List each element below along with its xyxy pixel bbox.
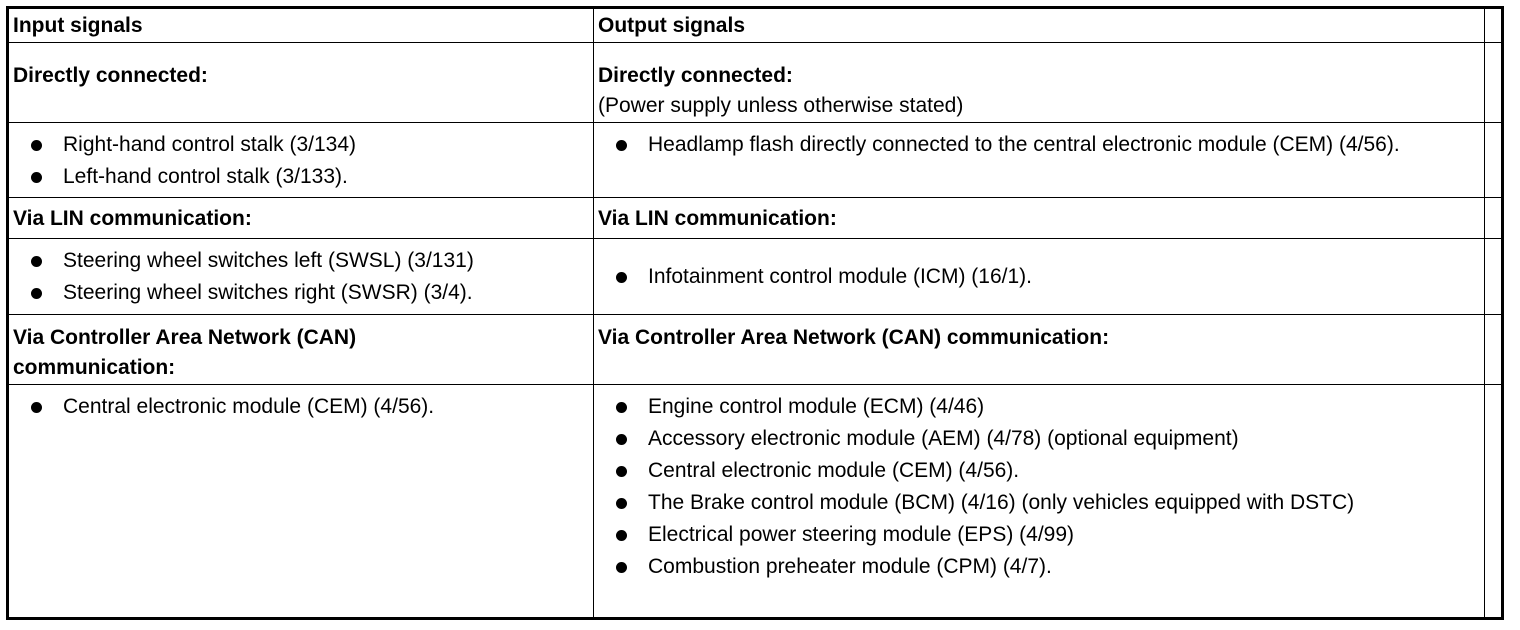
margin-strip: [1484, 9, 1501, 617]
list-item: Engine control module (ECM) (4/46): [598, 391, 1488, 423]
list-item: Steering wheel switches right (SWSR) (3/4).: [13, 277, 474, 309]
strip-cell: [1485, 198, 1501, 239]
bullet-icon: [616, 272, 627, 283]
list-item: Central electronic module (CEM) (4/56).: [13, 391, 589, 423]
input-direct-title: Directly connected:: [9, 43, 593, 123]
input-direct-list: [9, 123, 593, 198]
list-item: The Brake control module (BCM) (4/16) (only vehicles equipped with DSTC): [598, 487, 1488, 519]
list-item: Steering wheel switches left (SWSL) (3/131): [13, 245, 474, 277]
output-can-title: Via Controller Area Network (CAN) communication:: [594, 315, 1492, 385]
list-item: Infotainment control module (ICM) (16/1).: [598, 261, 1032, 293]
list-item: Right-hand control stalk (3/134): [13, 129, 589, 161]
input-header: Input signals: [9, 9, 593, 43]
bullet-icon: [616, 530, 627, 541]
bullet-icon: [31, 288, 42, 299]
bullet-icon: [31, 402, 42, 413]
strip-cell: [1485, 239, 1501, 315]
output-lin-list: [594, 239, 1492, 315]
bullet-icon: [616, 402, 627, 413]
output-direct-title: Directly connected:: [598, 64, 793, 87]
list-item: Combustion preheater module (CPM) (4/7).: [598, 551, 1488, 583]
input-can-title: Via Controller Area Network (CAN) communication:: [9, 315, 593, 385]
output-direct-list: [594, 123, 1492, 198]
bullet-icon: [616, 562, 627, 573]
input-lin-list: [9, 239, 593, 315]
bullet-icon: [616, 466, 627, 477]
list-item: Headlamp flash directly connected to the central electronic module (CEM) (4/56).: [598, 129, 1488, 161]
bullet-icon: [616, 140, 627, 151]
strip-cell: [1485, 123, 1501, 198]
input-lin-title: Via LIN communication:: [9, 198, 593, 239]
list-item: Left-hand control stalk (3/133).: [13, 161, 589, 193]
output-column: [593, 9, 1492, 617]
bullet-icon: [616, 434, 627, 445]
output-can-list: [594, 385, 1492, 617]
list-item: Accessory electronic module (AEM) (4/78) (optional equipment): [598, 423, 1488, 455]
strip-cell: [1485, 315, 1501, 385]
output-header: Output signals: [594, 9, 1492, 43]
input-can-list: [9, 385, 593, 617]
list-item: Electrical power steering module (EPS) (4/99): [598, 519, 1488, 551]
output-direct-note: (Power supply unless otherwise stated): [598, 94, 964, 117]
bullet-icon: [31, 172, 42, 183]
strip-cell: [1485, 43, 1501, 123]
strip-cell: [1485, 9, 1501, 43]
bullet-icon: [31, 256, 42, 267]
output-lin-title: Via LIN communication:: [594, 198, 1492, 239]
output-direct-title-cell: [594, 43, 1492, 123]
signals-table: [6, 6, 1504, 620]
bullet-icon: [616, 498, 627, 509]
list-item: Central electronic module (CEM) (4/56).: [598, 455, 1488, 487]
bullet-icon: [31, 140, 42, 151]
input-column: [9, 9, 593, 617]
